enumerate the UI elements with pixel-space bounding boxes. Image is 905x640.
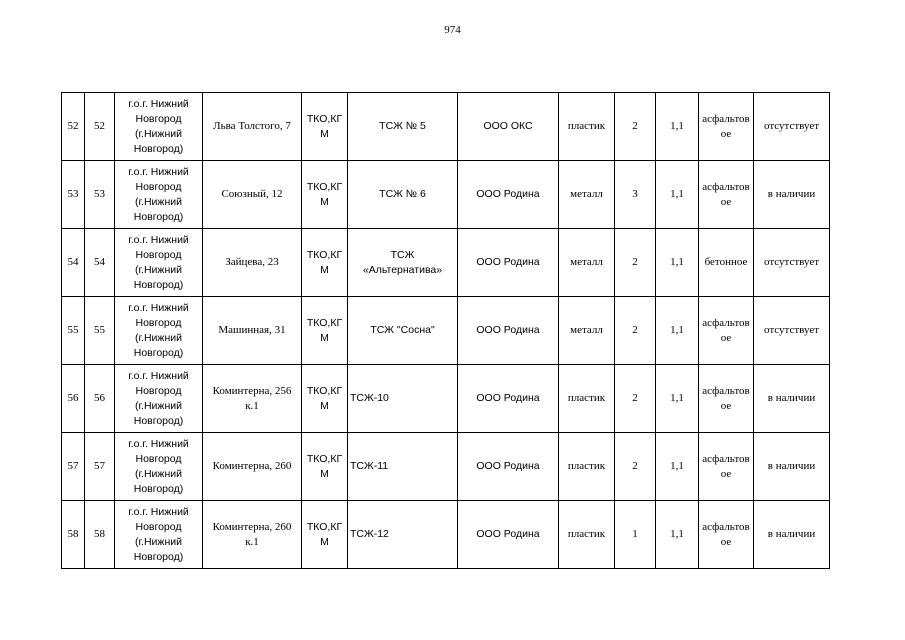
address-cell: Союзный, 12: [203, 161, 302, 229]
owner-cell: ТСЖ № 5: [348, 93, 458, 161]
site-number-cell: 58: [85, 501, 115, 569]
municipality-cell: г.о.г. Нижний Новгород (г.Нижний Новгород): [115, 365, 203, 433]
waste-type-cell: ТКО,КГМ: [302, 433, 348, 501]
waste-type-cell: ТКО,КГМ: [302, 161, 348, 229]
surface-type-cell: асфальтовое: [699, 501, 754, 569]
owner-cell: ТСЖ-11: [348, 433, 458, 501]
container-volume-cell: 1,1: [656, 93, 699, 161]
container-volume-cell: 1,1: [656, 501, 699, 569]
operator-cell: ООО ОКС: [458, 93, 559, 161]
surface-type-cell: асфальтовое: [699, 365, 754, 433]
fence-cell: в наличии: [754, 161, 830, 229]
address-cell: Коминтерна, 260 к.1: [203, 501, 302, 569]
fence-cell: в наличии: [754, 501, 830, 569]
row-number-cell: 56: [62, 365, 85, 433]
table-row: [62, 433, 830, 501]
surface-type-cell: бетонное: [699, 229, 754, 297]
container-count-cell: 2: [615, 93, 656, 161]
address-cell: Коминтерна, 260: [203, 433, 302, 501]
container-material-cell: пластик: [559, 365, 615, 433]
fence-cell: отсутствует: [754, 297, 830, 365]
page-number: 974: [444, 24, 461, 36]
row-number-cell: 54: [62, 229, 85, 297]
container-count-cell: 2: [615, 229, 656, 297]
municipality-cell: г.о.г. Нижний Новгород (г.Нижний Новгород): [115, 161, 203, 229]
operator-cell: ООО Родина: [458, 433, 559, 501]
municipality-cell: г.о.г. Нижний Новгород (г.Нижний Новгород): [115, 501, 203, 569]
waste-type-cell: ТКО,КГМ: [302, 229, 348, 297]
row-number-cell: 52: [62, 93, 85, 161]
table-row: [62, 297, 830, 365]
container-volume-cell: 1,1: [656, 365, 699, 433]
container-volume-cell: 1,1: [656, 297, 699, 365]
fence-cell: отсутствует: [754, 93, 830, 161]
waste-type-cell: ТКО,КГМ: [302, 93, 348, 161]
owner-cell: ТСЖ-10: [348, 365, 458, 433]
owner-cell: ТСЖ № 6: [348, 161, 458, 229]
container-material-cell: металл: [559, 229, 615, 297]
operator-cell: ООО Родина: [458, 161, 559, 229]
surface-type-cell: асфальтовое: [699, 433, 754, 501]
fence-cell: в наличии: [754, 433, 830, 501]
municipality-cell: г.о.г. Нижний Новгород (г.Нижний Новгород): [115, 297, 203, 365]
address-cell: Зайцева, 23: [203, 229, 302, 297]
container-material-cell: металл: [559, 161, 615, 229]
table-body: [62, 93, 830, 569]
container-count-cell: 2: [615, 297, 656, 365]
row-number-cell: 57: [62, 433, 85, 501]
table-row: [62, 229, 830, 297]
container-material-cell: металл: [559, 297, 615, 365]
municipality-cell: г.о.г. Нижний Новгород (г.Нижний Новгород): [115, 229, 203, 297]
fence-cell: отсутствует: [754, 229, 830, 297]
container-count-cell: 2: [615, 365, 656, 433]
waste-type-cell: ТКО,КГМ: [302, 365, 348, 433]
operator-cell: ООО Родина: [458, 501, 559, 569]
owner-cell: ТСЖ-12: [348, 501, 458, 569]
site-number-cell: 54: [85, 229, 115, 297]
container-count-cell: 2: [615, 433, 656, 501]
table-row: [62, 161, 830, 229]
operator-cell: ООО Родина: [458, 365, 559, 433]
waste-type-cell: ТКО,КГМ: [302, 501, 348, 569]
container-volume-cell: 1,1: [656, 161, 699, 229]
surface-type-cell: асфальтовое: [699, 297, 754, 365]
container-material-cell: пластик: [559, 93, 615, 161]
row-number-cell: 55: [62, 297, 85, 365]
site-number-cell: 55: [85, 297, 115, 365]
address-cell: Коминтерна, 256 к.1: [203, 365, 302, 433]
address-cell: Льва Толстого, 7: [203, 93, 302, 161]
waste-type-cell: ТКО,КГМ: [302, 297, 348, 365]
municipality-cell: г.о.г. Нижний Новгород (г.Нижний Новгород): [115, 93, 203, 161]
row-number-cell: 53: [62, 161, 85, 229]
site-number-cell: 52: [85, 93, 115, 161]
municipality-cell: г.о.г. Нижний Новгород (г.Нижний Новгород): [115, 433, 203, 501]
owner-cell: ТСЖ «Альтернатива»: [348, 229, 458, 297]
container-material-cell: пластик: [559, 501, 615, 569]
site-number-cell: 56: [85, 365, 115, 433]
container-count-cell: 1: [615, 501, 656, 569]
owner-cell: ТСЖ "Сосна": [348, 297, 458, 365]
table-row: [62, 501, 830, 569]
surface-type-cell: асфальтовое: [699, 161, 754, 229]
site-number-cell: 57: [85, 433, 115, 501]
surface-type-cell: асфальтовое: [699, 93, 754, 161]
container-volume-cell: 1,1: [656, 433, 699, 501]
fence-cell: в наличии: [754, 365, 830, 433]
table-row: [62, 365, 830, 433]
container-count-cell: 3: [615, 161, 656, 229]
table-row: [62, 93, 830, 161]
site-number-cell: 53: [85, 161, 115, 229]
row-number-cell: 58: [62, 501, 85, 569]
container-material-cell: пластик: [559, 433, 615, 501]
container-volume-cell: 1,1: [656, 229, 699, 297]
address-cell: Машинная, 31: [203, 297, 302, 365]
container-sites-table: [61, 92, 830, 569]
operator-cell: ООО Родина: [458, 229, 559, 297]
operator-cell: ООО Родина: [458, 297, 559, 365]
